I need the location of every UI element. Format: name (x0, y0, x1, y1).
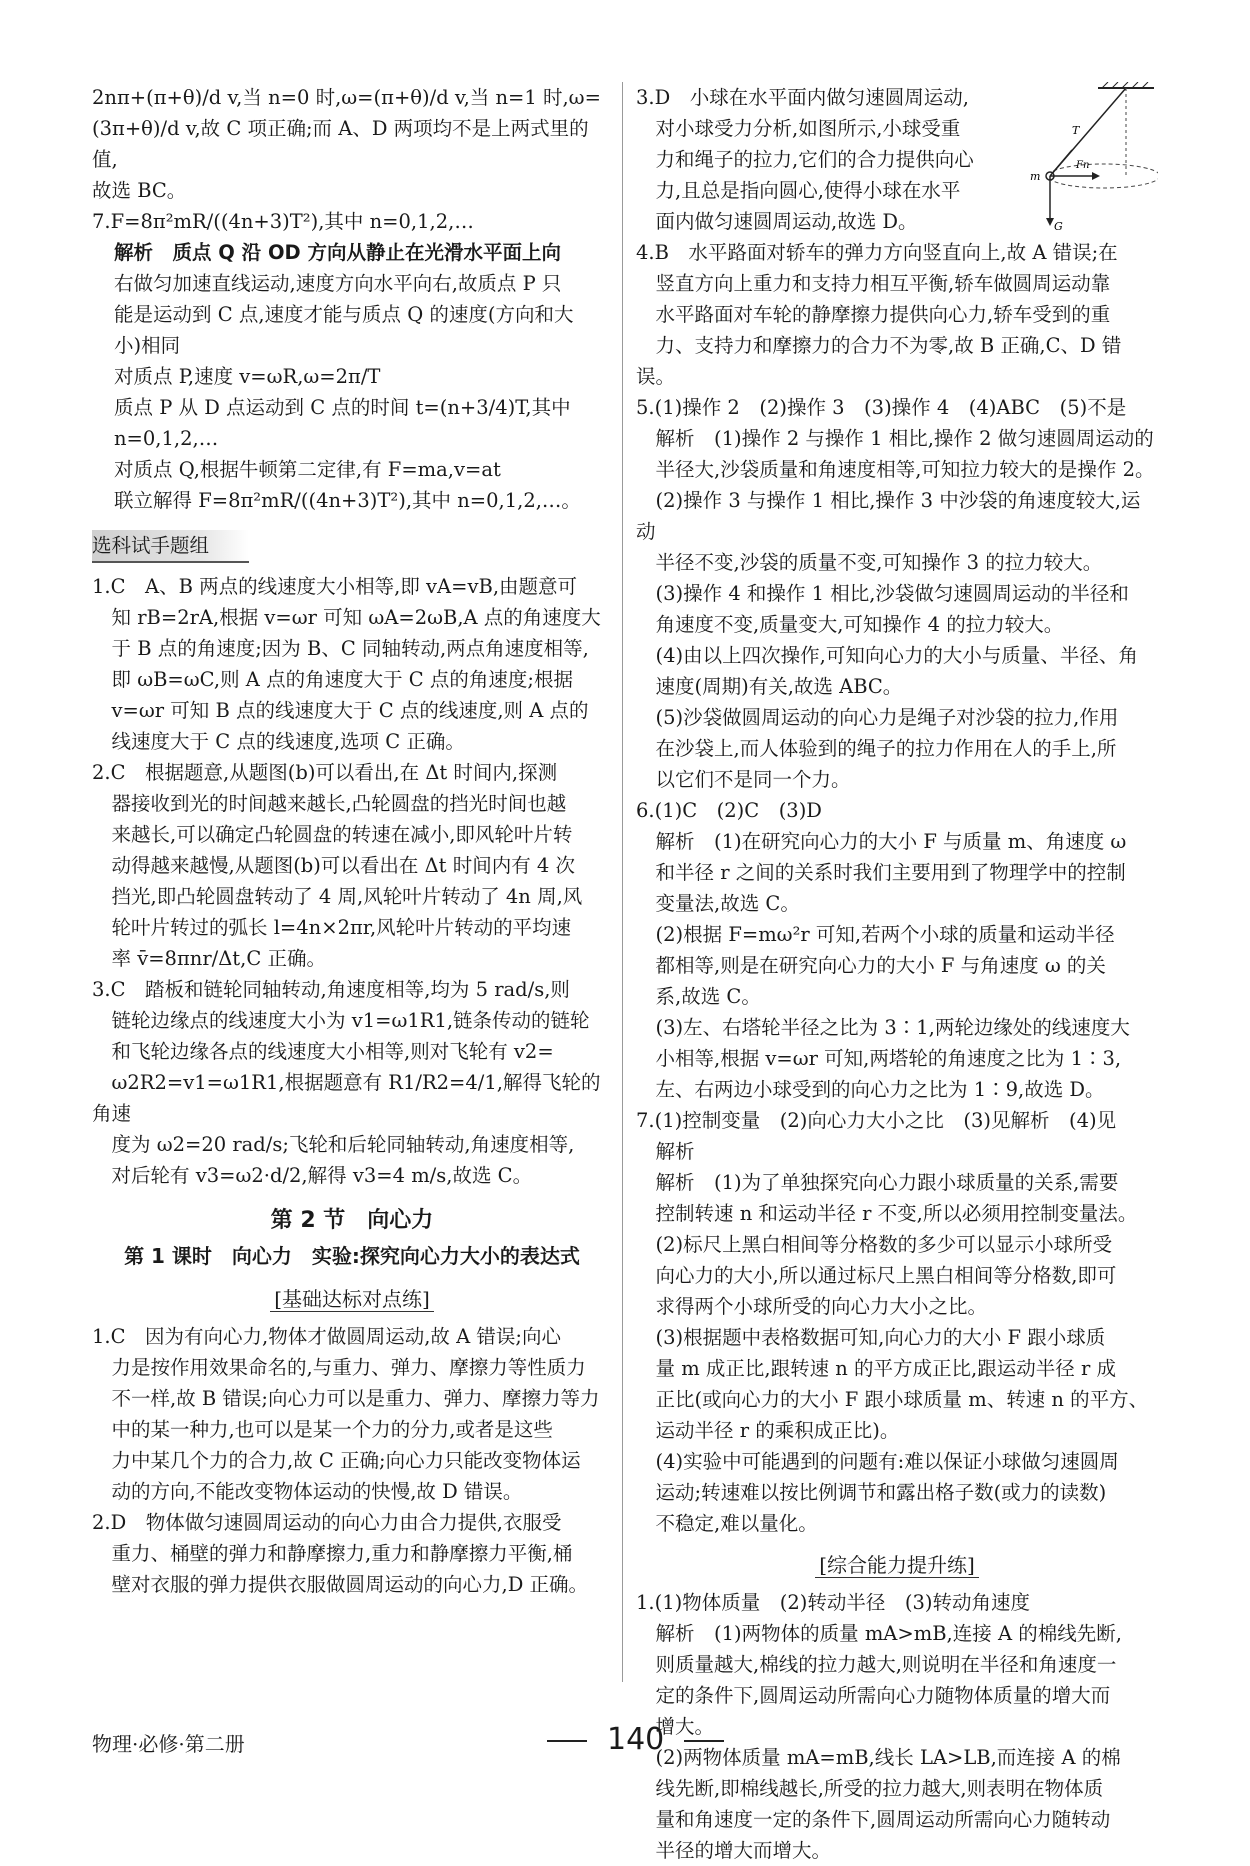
exercise-group-label: [基础达标对点练] (270, 1287, 434, 1312)
text-line: 5.(1)操作 2 (2)操作 3 (3)操作 4 (4)ABC (5)不是 (636, 396, 1127, 419)
text-line: 运动;转速难以按比例调节和露出格子数(或力的读数) (636, 1481, 1107, 1504)
text-line: 不稳定,难以量化。 (636, 1512, 818, 1535)
text-line: 系,故选 C。 (636, 985, 761, 1008)
text-line: (3π+θ)/d v,故 C 项正确;而 A、D 两项均不是上两式里的值, (92, 117, 589, 171)
text-line: v=ωr 可知 B 点的线速度大于 C 点的线速度,则 A 点的 (92, 699, 589, 722)
text-line: ω2R2=v1=ω1R1,根据题意有 R1/R2=4/1,解得飞轮的角速 (92, 1071, 601, 1125)
text-line: (2)操作 3 与操作 1 相比,操作 3 中沙袋的角速度较大,运动 (636, 489, 1141, 543)
g-label: G (1054, 220, 1063, 232)
text-line: 量 m 成正比,跟转速 n 的平方成正比,跟运动半径 r 成 (636, 1357, 1116, 1380)
exercise-group-heading (636, 1549, 1158, 1581)
text-line: (3)左、右塔轮半径之比为 3∶1,两轮边缘处的线速度大 (636, 1016, 1130, 1039)
text-line: 右做匀加速直线运动,速度方向水平向右,故质点 P 只 (114, 272, 562, 295)
text-line: (4)由以上四次操作,可知向心力的大小与质量、半径、角 (636, 644, 1138, 667)
text-line: 不一样,故 B 错误;向心力可以是重力、弹力、摩擦力等力 (92, 1387, 600, 1410)
text-line: 能是运动到 C 点,速度才能与质点 Q 的速度(方向和大 (114, 303, 574, 326)
text-line: 小)相同 (114, 334, 181, 357)
exercise-group-heading (92, 1283, 612, 1315)
text-line: 半径不变,沙袋的质量不变,可知操作 3 的拉力较大。 (636, 551, 1103, 574)
text-line: 4.B 水平路面对轿车的弹力方向竖直向上,故 A 错误;在 (636, 241, 1118, 264)
text-line: 速度(周期)有关,故选 ABC。 (636, 675, 903, 698)
text-line: 器接收到光的时间越来越长,凸轮圆盘的挡光时间也越 (92, 792, 567, 815)
text-line: 定的条件下,圆周运动所需向心力随物体质量的增大而 (636, 1684, 1111, 1707)
text-line: 知 rB=2rA,根据 v=ωr 可知 ωA=2ωB,A 点的角速度大 (92, 606, 601, 629)
text-line: 3.C 踏板和链轮同轴转动,角速度相等,均为 5 rad/s,则 (92, 978, 570, 1001)
text-line: 对质点 Q,根据牛顿第二定律,有 F=ma,v=at (114, 458, 501, 481)
t-arrow (1050, 150, 1072, 176)
text-line: 控制转速 n 和运动半径 r 不变,所以必须用控制变量法。 (636, 1202, 1138, 1225)
book-title: 物理·必修·第二册 (92, 1732, 245, 1756)
section-band: 选科试手题组 (92, 530, 249, 563)
text-line: 对质点 P,速度 v=ωR,ω=2π/T (114, 365, 381, 388)
text-line: 故选 BC。 (92, 179, 187, 202)
text-line: 左、右两边小球受到的向心力之比为 1∶9,故选 D。 (636, 1078, 1105, 1101)
text-line: (4)实验中可能遇到的问题有:难以保证小球做匀速圆周 (636, 1450, 1119, 1473)
text-line: 动的方向,不能改变物体运动的快慢,故 D 错误。 (92, 1480, 523, 1503)
m-label: m (1030, 170, 1041, 183)
right-column (636, 82, 1158, 1866)
text-line: 水平路面对车轮的静摩擦力提供向心力,轿车受到的重 (636, 303, 1111, 326)
text-line: 角速度不变,质量变大,可知操作 4 的拉力较大。 (636, 613, 1064, 636)
text-line: (2)标尺上黑白相间等分格数的多少可以显示小球所受 (636, 1233, 1113, 1256)
text-line: 1.(1)物体质量 (2)转动半径 (3)转动角速度 (636, 1591, 1030, 1614)
text-line: 即 ωB=ωC,则 A 点的角速度大于 C 点的角速度;根据 (92, 668, 573, 691)
text-line: 壁对衣服的弹力提供衣服做圆周运动的向心力,D 正确。 (92, 1573, 589, 1596)
text-line: 轮叶片转过的弧长 l=4n×2πr,风轮叶片转动的平均速 (92, 916, 572, 939)
text-line: 链轮边缘点的线速度大小为 v1=ω1R1,链条传动的链轮 (92, 1009, 590, 1032)
text-line: 重力、桶壁的弹力和静摩擦力,重力和静摩擦力平衡,桶 (92, 1542, 573, 1565)
text-line: 力中某几个力的合力,故 C 正确;向心力只能改变物体运 (92, 1449, 581, 1472)
text-line: (2)根据 F=mω²r 可知,若两个小球的质量和运动半径 (636, 923, 1115, 946)
page-number-dash-left (547, 1740, 587, 1742)
text-line: 挡光,即凸轮圆盘转动了 4 周,风轮叶片转动了 4n 周,风 (92, 885, 583, 908)
column-divider (622, 82, 623, 1682)
text-line: 来越长,可以确定凸轮圆盘的转速在减小,即风轮叶片转 (92, 823, 573, 846)
text-line: 于 B 点的角速度;因为 B、C 同轴转动,两点角速度相等, (92, 637, 589, 660)
text-line: 解析 (1)为了单独探究向心力跟小球质量的关系,需要 (636, 1171, 1119, 1194)
text-line: 3.D 小球在水平面内做匀速圆周运动, (636, 86, 969, 109)
text-line: 解析 (1)在研究向心力的大小 F 与质量 m、角速度 ω (636, 830, 1127, 853)
exercise-group-label: [综合能力提升练] (815, 1553, 979, 1578)
text-line: 则质量越大,棉线的拉力越大,则说明在半径和角速度一 (636, 1653, 1117, 1676)
text-line: 解析 (1)操作 2 与操作 1 相比,操作 2 做匀速圆周运动的 (636, 427, 1154, 450)
text-line: 质点 P 从 D 点运动到 C 点的时间 t=(n+3/4)T,其中 (114, 396, 571, 419)
text-line: 7.F=8π²mR/((4n+3)T²),其中 n=0,1,2,… (92, 210, 474, 233)
text-line: 对小球受力分析,如图所示,小球受重 (636, 117, 961, 140)
text-line: (3)操作 4 和操作 1 相比,沙袋做匀速圆周运动的半径和 (636, 582, 1129, 605)
text-line: 力和绳子的拉力,它们的合力提供向心 (636, 148, 974, 171)
text-line: 2nπ+(π+θ)/d v,当 n=0 时,ω=(π+θ)/d v,当 n=1 时,ω= (92, 86, 601, 109)
text-line: 2.D 物体做匀速圆周运动的向心力由合力提供,衣服受 (92, 1511, 562, 1534)
text-line: 向心力的大小,所以通过标尺上黑白相间等分格数,即可 (636, 1264, 1117, 1287)
text-line: 变量法,故选 C。 (636, 892, 800, 915)
text-line: n=0,1,2,… (114, 427, 219, 450)
text-line: 7.(1)控制变量 (2)向心力大小之比 (3)见解析 (4)见 (636, 1109, 1117, 1132)
question-3-block (636, 82, 1158, 237)
text-line: 和半径 r 之间的关系时我们主要用到了物理学中的控制 (636, 861, 1126, 884)
text-line: 中的某一种力,也可以是某一个力的分力,或者是这些 (92, 1418, 553, 1441)
left-column (92, 82, 612, 1600)
text-line: 6.(1)C (2)C (3)D (636, 799, 822, 822)
text-line: 在沙袋上,而人体验到的绳子的拉力作用在人的手上,所 (636, 737, 1117, 760)
g-arrowhead (1046, 218, 1054, 226)
text-line: 1.C A、B 两点的线速度大小相等,即 vA=vB,由题意可 (92, 575, 578, 598)
text-line: 量和角速度一定的条件下,圆周运动所需向心力随转动 (636, 1808, 1111, 1831)
lesson-title: 第 1 课时 向心力 实验:探究向心力大小的表达式 (124, 1244, 580, 1268)
text-line: 解析 (636, 1140, 695, 1163)
text-line: 和飞轮边缘各点的线速度大小相等,则对飞轮有 v2= (92, 1040, 554, 1063)
text-line: 率 v̄=8πnr/Δt,C 正确。 (92, 947, 326, 970)
conical-pendulum-figure (1028, 82, 1158, 232)
text-line: (2)两物体质量 mA=mB,线长 LA>LB,而连接 A 的棉 (636, 1746, 1121, 1769)
text-line: 力是按作用效果命名的,与重力、弹力、摩擦力等性质力 (92, 1356, 586, 1379)
text-line: 线先断,即棉线越长,所受的拉力越大,则表明在物体质 (636, 1777, 1104, 1800)
text-line: 半径的增大而增大。 (636, 1839, 832, 1862)
text-line: 半径大,沙袋质量和角速度相等,可知拉力较大的是操作 2。 (636, 458, 1155, 481)
text-line: 运动半径 r 的乘积成正比)。 (636, 1419, 900, 1442)
text-line: 力,且总是指向圆心,使得小球在水平 (636, 179, 961, 202)
text-line: 力、支持力和摩擦力的合力不为零,故 B 正确,C、D 错误。 (636, 334, 1122, 388)
text-line: 联立解得 F=8π²mR/((4n+3)T²),其中 n=0,1,2,…。 (114, 489, 581, 512)
text-line: 线速度大于 C 点的线速度,选项 C 正确。 (92, 730, 465, 753)
text-line: 正比(或向心力的大小 F 跟小球质量 m、转速 n 的平方、 (636, 1388, 1149, 1411)
text-line: 动得越来越慢,从题图(b)可以看出在 Δt 时间内有 4 次 (92, 854, 576, 877)
fn-label: Fn (1076, 160, 1090, 171)
text-line: 以它们不是同一个力。 (636, 768, 851, 791)
text-line: 面内做匀速圆周运动,故选 D。 (636, 210, 918, 233)
text-line: 解析 (1)两物体的质量 mA>mB,连接 A 的棉线先断, (636, 1622, 1122, 1645)
text-line: 竖直方向上重力和支持力相互平衡,轿车做圆周运动靠 (636, 272, 1111, 295)
text-line: 度为 ω2=20 rad/s;飞轮和后轮同轴转动,角速度相等, (92, 1133, 575, 1156)
text-line: (5)沙袋做圆周运动的向心力是绳子对沙袋的拉力,作用 (636, 706, 1119, 729)
text-line: 1.C 因为有向心力,物体才做圆周运动,故 A 错误;向心 (92, 1325, 561, 1348)
page-number: 140 (607, 1722, 665, 1757)
text-line: 解析 质点 Q 沿 OD 方向从静止在光滑水平面上向 (114, 241, 561, 264)
fn-arrowhead (1092, 172, 1100, 180)
text-line: 2.C 根据题意,从题图(b)可以看出,在 Δt 时间内,探测 (92, 761, 558, 784)
text-line: 对后轮有 v3=ω2·d/2,解得 v3=4 m/s,故选 C。 (92, 1164, 533, 1187)
t-label: T (1072, 124, 1080, 137)
text-line: 小相等,根据 v=ωr 可知,两塔轮的角速度之比为 1∶3, (636, 1047, 1122, 1070)
section-title: 第 2 节 向心力 (270, 1208, 434, 1233)
text-line: 求得两个小球所受的向心力大小之比。 (636, 1295, 988, 1318)
text-line: 增大。 (636, 1715, 715, 1738)
text-line: (3)根据题中表格数据可知,向心力的大小 F 跟小球质 (636, 1326, 1106, 1349)
text-line: 都相等,则是在研究向心力的大小 F 与角速度 ω 的关 (636, 954, 1106, 977)
page-number-dash-right (684, 1740, 724, 1742)
